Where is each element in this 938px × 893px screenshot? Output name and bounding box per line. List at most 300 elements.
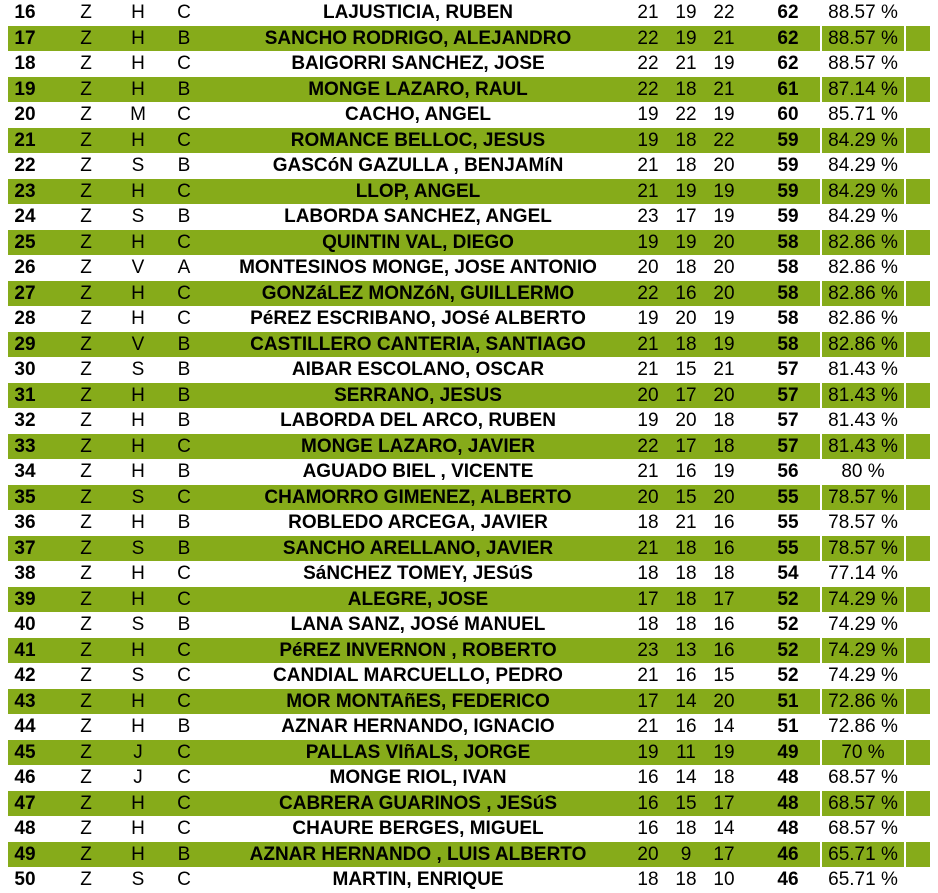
table-row	[8, 26, 930, 52]
percent-cell: 74.29 %	[828, 665, 898, 686]
score-1-cell: 18	[637, 614, 659, 635]
name-cell: MONGE RIOL, IVAN	[329, 767, 507, 788]
total-cell: 61	[777, 78, 799, 100]
percent-cell: 82.86 %	[828, 308, 898, 329]
region-cell: Z	[80, 563, 92, 584]
total-cell: 62	[777, 2, 799, 23]
name-cell: SANCHO ARELLANO, JAVIER	[282, 537, 554, 559]
score-1-cell: 19	[637, 104, 659, 125]
score-3-cell: 20	[713, 384, 735, 406]
class-cell: B	[177, 410, 191, 431]
class-cell: C	[177, 869, 191, 890]
class-cell: C	[177, 741, 191, 763]
score-1-cell: 18	[637, 869, 659, 890]
percent-cell: 78.57 %	[828, 512, 898, 533]
region-cell: Z	[80, 614, 92, 635]
position-cell: 19	[14, 78, 36, 100]
category-cell: S	[131, 665, 145, 686]
region-cell: Z	[80, 486, 92, 508]
table-row	[8, 612, 930, 638]
total-cell: 52	[777, 614, 799, 635]
score-1-cell: 22	[637, 282, 659, 304]
column-divider	[904, 663, 906, 689]
name-cell: CHAMORRO GIMENEZ, ALBERTO	[264, 486, 572, 508]
score-3-cell: 20	[713, 282, 735, 304]
total-cell: 57	[777, 384, 799, 406]
total-cell: 58	[777, 231, 799, 253]
class-cell: A	[177, 257, 191, 278]
position-cell: 42	[14, 665, 36, 686]
total-cell: 52	[777, 588, 799, 610]
class-cell: C	[177, 792, 191, 814]
score-3-cell: 10	[713, 869, 735, 890]
column-divider	[820, 204, 822, 230]
score-3-cell: 16	[713, 639, 735, 661]
score-3-cell: 19	[713, 741, 735, 763]
score-2-cell: 19	[675, 27, 697, 49]
column-divider	[820, 434, 822, 460]
column-divider	[904, 791, 906, 817]
table-row	[8, 179, 930, 205]
score-3-cell: 18	[713, 563, 735, 584]
position-cell: 23	[14, 180, 36, 202]
region-cell: Z	[80, 843, 92, 865]
score-1-cell: 18	[637, 512, 659, 533]
percent-cell: 84.29 %	[828, 155, 898, 176]
percent-cell: 74.29 %	[828, 639, 898, 661]
class-cell: C	[177, 180, 191, 202]
position-cell: 27	[14, 282, 36, 304]
position-cell: 48	[14, 818, 36, 839]
score-3-cell: 21	[713, 78, 735, 100]
column-divider	[904, 612, 906, 638]
score-2-cell: 18	[675, 78, 697, 100]
score-2-cell: 22	[675, 104, 697, 125]
column-divider	[820, 714, 822, 740]
table-row	[8, 536, 930, 562]
category-cell: S	[131, 359, 145, 380]
category-cell: H	[131, 639, 145, 661]
class-cell: C	[177, 282, 191, 304]
score-3-cell: 20	[713, 257, 735, 278]
name-cell: ROBLEDO ARCEGA, JAVIER	[288, 512, 548, 533]
percent-cell: 84.29 %	[828, 180, 898, 202]
name-cell: CABRERA GUARINOS , JESúS	[279, 792, 557, 814]
category-cell: H	[131, 27, 145, 49]
score-2-cell: 18	[675, 588, 697, 610]
class-cell: B	[177, 78, 191, 100]
category-cell: H	[131, 78, 145, 100]
score-3-cell: 20	[713, 155, 735, 176]
table-row	[8, 204, 930, 230]
category-cell: H	[131, 512, 145, 533]
class-cell: C	[177, 53, 191, 74]
total-cell: 58	[777, 257, 799, 278]
score-3-cell: 21	[713, 27, 735, 49]
class-cell: B	[177, 614, 191, 635]
score-1-cell: 18	[637, 563, 659, 584]
table-row	[8, 102, 930, 128]
score-3-cell: 14	[713, 818, 735, 839]
percent-cell: 65.71 %	[828, 869, 898, 890]
name-cell: CACHO, ANGEL	[344, 104, 492, 125]
score-2-cell: 16	[675, 716, 697, 737]
table-row	[8, 485, 930, 511]
table-row	[8, 128, 930, 154]
score-3-cell: 18	[713, 435, 735, 457]
category-cell: H	[131, 435, 145, 457]
column-divider	[820, 26, 822, 52]
class-cell: B	[177, 843, 191, 865]
percent-cell: 68.57 %	[828, 818, 898, 839]
column-divider	[904, 26, 906, 52]
total-cell: 59	[777, 129, 799, 151]
score-1-cell: 17	[637, 588, 659, 610]
percent-cell: 82.86 %	[828, 333, 898, 355]
class-cell: C	[177, 486, 191, 508]
column-divider	[904, 408, 906, 434]
position-cell: 45	[14, 741, 36, 763]
total-cell: 59	[777, 180, 799, 202]
total-cell: 46	[777, 843, 799, 865]
region-cell: Z	[80, 537, 92, 559]
region-cell: Z	[80, 78, 92, 100]
position-cell: 38	[14, 563, 36, 584]
total-cell: 51	[777, 716, 799, 737]
score-3-cell: 16	[713, 614, 735, 635]
column-divider	[820, 740, 822, 766]
region-cell: Z	[80, 2, 92, 23]
score-2-cell: 9	[680, 843, 692, 865]
name-cell: LAJUSTICIA, RUBEN	[322, 2, 513, 23]
score-1-cell: 21	[637, 333, 659, 355]
column-divider	[904, 561, 906, 587]
column-divider	[904, 459, 906, 485]
percent-cell: 80 %	[841, 461, 885, 482]
score-2-cell: 20	[675, 410, 697, 431]
position-cell: 22	[14, 155, 36, 176]
score-2-cell: 14	[675, 767, 697, 788]
class-cell: C	[177, 231, 191, 253]
position-cell: 49	[14, 843, 36, 865]
column-divider	[904, 867, 906, 893]
class-cell: B	[177, 333, 191, 355]
score-2-cell: 17	[675, 206, 697, 227]
table-row	[8, 434, 930, 460]
class-cell: C	[177, 665, 191, 686]
name-cell: CANDIAL MARCUELLO, PEDRO	[273, 665, 563, 686]
position-cell: 39	[14, 588, 36, 610]
score-1-cell: 22	[637, 53, 659, 74]
name-cell: LLOP, ANGEL	[355, 180, 481, 202]
total-cell: 57	[777, 435, 799, 457]
category-cell: H	[131, 282, 145, 304]
score-1-cell: 23	[637, 206, 659, 227]
table-row	[8, 663, 930, 689]
score-3-cell: 19	[713, 308, 735, 329]
column-divider	[820, 791, 822, 817]
percent-cell: 84.29 %	[828, 129, 898, 151]
column-divider	[904, 102, 906, 128]
position-cell: 17	[14, 27, 36, 49]
position-cell: 34	[14, 461, 36, 482]
score-3-cell: 17	[713, 588, 735, 610]
column-divider	[820, 867, 822, 893]
total-cell: 59	[777, 155, 799, 176]
position-cell: 18	[14, 53, 36, 74]
category-cell: H	[131, 461, 145, 482]
score-3-cell: 18	[713, 767, 735, 788]
column-divider	[904, 689, 906, 715]
percent-cell: 68.57 %	[828, 792, 898, 814]
class-cell: B	[177, 512, 191, 533]
score-2-cell: 16	[675, 665, 697, 686]
column-divider	[820, 842, 822, 868]
table-row	[8, 306, 930, 332]
score-1-cell: 21	[637, 461, 659, 482]
table-row	[8, 689, 930, 715]
column-divider	[820, 0, 822, 26]
column-divider	[820, 102, 822, 128]
category-cell: S	[131, 614, 145, 635]
name-cell: LABORDA DEL ARCO, RUBEN	[280, 410, 556, 431]
column-divider	[904, 434, 906, 460]
score-1-cell: 21	[637, 716, 659, 737]
score-2-cell: 16	[675, 282, 697, 304]
category-cell: S	[131, 869, 145, 890]
column-divider	[820, 255, 822, 281]
score-2-cell: 17	[675, 435, 697, 457]
region-cell: Z	[80, 639, 92, 661]
score-3-cell: 20	[713, 690, 735, 712]
score-2-cell: 18	[675, 129, 697, 151]
region-cell: Z	[80, 435, 92, 457]
region-cell: Z	[80, 818, 92, 839]
position-cell: 50	[14, 869, 36, 890]
position-cell: 20	[14, 104, 36, 125]
total-cell: 52	[777, 639, 799, 661]
column-divider	[904, 638, 906, 664]
name-cell: AGUADO BIEL , VICENTE	[302, 461, 534, 482]
column-divider	[820, 281, 822, 307]
category-cell: H	[131, 2, 145, 23]
class-cell: C	[177, 818, 191, 839]
score-1-cell: 20	[637, 257, 659, 278]
score-3-cell: 16	[713, 537, 735, 559]
name-cell: ALEGRE, JOSE	[347, 588, 489, 610]
score-1-cell: 22	[637, 435, 659, 457]
score-2-cell: 21	[675, 53, 697, 74]
class-cell: C	[177, 690, 191, 712]
total-cell: 56	[777, 461, 799, 482]
name-cell: PéREZ ESCRIBANO, JOSé ALBERTO	[250, 308, 586, 329]
column-divider	[904, 357, 906, 383]
column-divider	[820, 485, 822, 511]
table-row	[8, 561, 930, 587]
total-cell: 48	[777, 767, 799, 788]
column-divider	[820, 153, 822, 179]
table-row	[8, 255, 930, 281]
category-cell: H	[131, 818, 145, 839]
column-divider	[904, 510, 906, 536]
percent-cell: 77.14 %	[828, 563, 898, 584]
region-cell: Z	[80, 129, 92, 151]
column-divider	[904, 77, 906, 103]
score-3-cell: 17	[713, 843, 735, 865]
category-cell: H	[131, 410, 145, 431]
category-cell: V	[131, 257, 145, 278]
percent-cell: 88.57 %	[828, 27, 898, 49]
region-cell: Z	[80, 104, 92, 125]
score-2-cell: 20	[675, 308, 697, 329]
score-3-cell: 22	[713, 2, 735, 23]
position-cell: 24	[14, 206, 36, 227]
column-divider	[904, 179, 906, 205]
class-cell: C	[177, 308, 191, 329]
score-1-cell: 20	[637, 843, 659, 865]
region-cell: Z	[80, 869, 92, 890]
class-cell: C	[177, 104, 191, 125]
table-row	[8, 77, 930, 103]
percent-cell: 78.57 %	[828, 537, 898, 559]
column-divider	[820, 561, 822, 587]
category-cell: H	[131, 563, 145, 584]
score-1-cell: 21	[637, 359, 659, 380]
score-3-cell: 19	[713, 333, 735, 355]
class-cell: C	[177, 2, 191, 23]
category-cell: H	[131, 384, 145, 406]
category-cell: S	[131, 206, 145, 227]
region-cell: Z	[80, 665, 92, 686]
table-row	[8, 408, 930, 434]
region-cell: Z	[80, 741, 92, 763]
percent-cell: 65.71 %	[828, 843, 898, 865]
class-cell: B	[177, 155, 191, 176]
column-divider	[820, 587, 822, 613]
score-2-cell: 16	[675, 461, 697, 482]
region-cell: Z	[80, 231, 92, 253]
column-divider	[820, 306, 822, 332]
score-1-cell: 23	[637, 639, 659, 661]
class-cell: B	[177, 384, 191, 406]
total-cell: 48	[777, 792, 799, 814]
percent-cell: 85.71 %	[828, 104, 898, 125]
score-1-cell: 21	[637, 155, 659, 176]
score-2-cell: 18	[675, 155, 697, 176]
score-1-cell: 22	[637, 27, 659, 49]
column-divider	[820, 510, 822, 536]
score-3-cell: 20	[713, 231, 735, 253]
category-cell: H	[131, 716, 145, 737]
category-cell: H	[131, 308, 145, 329]
class-cell: B	[177, 359, 191, 380]
class-cell: C	[177, 563, 191, 584]
score-1-cell: 19	[637, 308, 659, 329]
name-cell: SáNCHEZ TOMEY, JESúS	[303, 563, 533, 584]
score-3-cell: 19	[713, 461, 735, 482]
percent-cell: 81.43 %	[828, 359, 898, 380]
table-row	[8, 791, 930, 817]
class-cell: B	[177, 27, 191, 49]
position-cell: 32	[14, 410, 36, 431]
score-2-cell: 19	[675, 231, 697, 253]
class-cell: C	[177, 588, 191, 610]
percent-cell: 81.43 %	[828, 384, 898, 406]
table-row	[8, 51, 930, 77]
results-table	[8, 0, 930, 893]
total-cell: 54	[777, 563, 799, 584]
column-divider	[904, 714, 906, 740]
column-divider	[904, 281, 906, 307]
category-cell: V	[131, 333, 145, 355]
score-2-cell: 17	[675, 384, 697, 406]
percent-cell: 81.43 %	[828, 410, 898, 431]
class-cell: B	[177, 461, 191, 482]
column-divider	[904, 204, 906, 230]
name-cell: ROMANCE BELLOC, JESUS	[290, 129, 546, 151]
score-2-cell: 18	[675, 818, 697, 839]
name-cell: BAIGORRI SANCHEZ, JOSE	[291, 53, 545, 74]
table-row	[8, 281, 930, 307]
percent-cell: 70 %	[841, 741, 885, 763]
class-cell: B	[177, 537, 191, 559]
score-2-cell: 18	[675, 257, 697, 278]
column-divider	[904, 306, 906, 332]
score-2-cell: 21	[675, 512, 697, 533]
column-divider	[820, 408, 822, 434]
column-divider	[820, 51, 822, 77]
column-divider	[820, 663, 822, 689]
table-row	[8, 459, 930, 485]
category-cell: H	[131, 180, 145, 202]
percent-cell: 74.29 %	[828, 614, 898, 635]
region-cell: Z	[80, 155, 92, 176]
score-2-cell: 18	[675, 614, 697, 635]
column-divider	[904, 51, 906, 77]
total-cell: 51	[777, 690, 799, 712]
total-cell: 57	[777, 410, 799, 431]
name-cell: SERRANO, JESUS	[334, 384, 502, 406]
region-cell: Z	[80, 767, 92, 788]
total-cell: 58	[777, 282, 799, 304]
region-cell: Z	[80, 588, 92, 610]
region-cell: Z	[80, 282, 92, 304]
score-2-cell: 18	[675, 333, 697, 355]
region-cell: Z	[80, 308, 92, 329]
score-3-cell: 19	[713, 180, 735, 202]
name-cell: QUINTIN VAL, DIEGO	[322, 231, 514, 253]
percent-cell: 78.57 %	[828, 486, 898, 508]
name-cell: MONTESINOS MONGE, JOSE ANTONIO	[239, 257, 597, 278]
table-row	[8, 740, 930, 766]
column-divider	[820, 765, 822, 791]
column-divider	[820, 689, 822, 715]
category-cell: M	[130, 104, 146, 125]
score-2-cell: 19	[675, 180, 697, 202]
region-cell: Z	[80, 27, 92, 49]
category-cell: S	[131, 155, 145, 176]
position-cell: 44	[14, 716, 36, 737]
column-divider	[820, 612, 822, 638]
total-cell: 58	[777, 308, 799, 329]
column-divider	[904, 765, 906, 791]
table-row	[8, 357, 930, 383]
column-divider	[820, 459, 822, 485]
region-cell: Z	[80, 257, 92, 278]
name-cell: MONGE LAZARO, JAVIER	[301, 435, 535, 457]
percent-cell: 82.86 %	[828, 282, 898, 304]
position-cell: 36	[14, 512, 36, 533]
